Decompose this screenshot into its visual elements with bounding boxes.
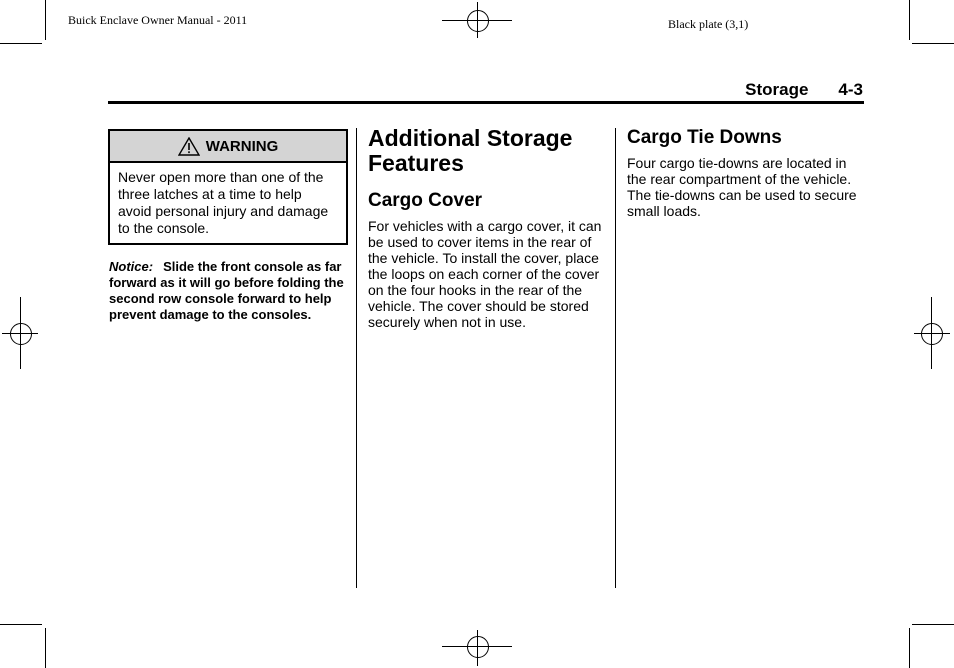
warning-triangle-icon <box>178 137 200 156</box>
section-header <box>745 80 863 100</box>
warning-box <box>108 129 348 245</box>
section-name: Storage <box>745 80 809 99</box>
page-number: 4-3 <box>838 80 863 99</box>
column-divider-2 <box>615 128 616 588</box>
main-heading: Additional Storage Features <box>368 125 573 176</box>
column-divider-1 <box>356 128 357 588</box>
warning-label: WARNING <box>205 137 279 155</box>
warning-header <box>110 131 346 163</box>
cargo-tie-downs-text: Four cargo tie-downs are located in the rear compartment of the vehicle. The tie-downs can be used to secure small loads. <box>627 155 857 219</box>
notice-text: Slide the front console as far forward as it will go before folding the second row console forward to help prevent damage to the consoles. <box>109 259 344 322</box>
plate-info: Black plate (3,1) <box>668 17 749 31</box>
warning-text: Never open more than one of the three latches at a time to help avoid personal injury and damage to the console. <box>118 169 329 236</box>
cargo-tie-downs-heading: Cargo Tie Downs <box>627 127 782 148</box>
cargo-cover-text: For vehicles with a cargo cover, it can be used to cover items in the rear of the vehicle. To install the cover, place the loops on each corner of the cover on the four hooks in the rear of the vehicle. The cover should be stored securely when not in use. <box>368 218 602 330</box>
header-rule <box>108 101 864 104</box>
notice-paragraph <box>109 259 345 323</box>
notice-label: Notice: <box>109 259 154 274</box>
manual-title: Buick Enclave Owner Manual - 2011 <box>68 13 248 27</box>
cargo-cover-heading: Cargo Cover <box>368 190 483 211</box>
